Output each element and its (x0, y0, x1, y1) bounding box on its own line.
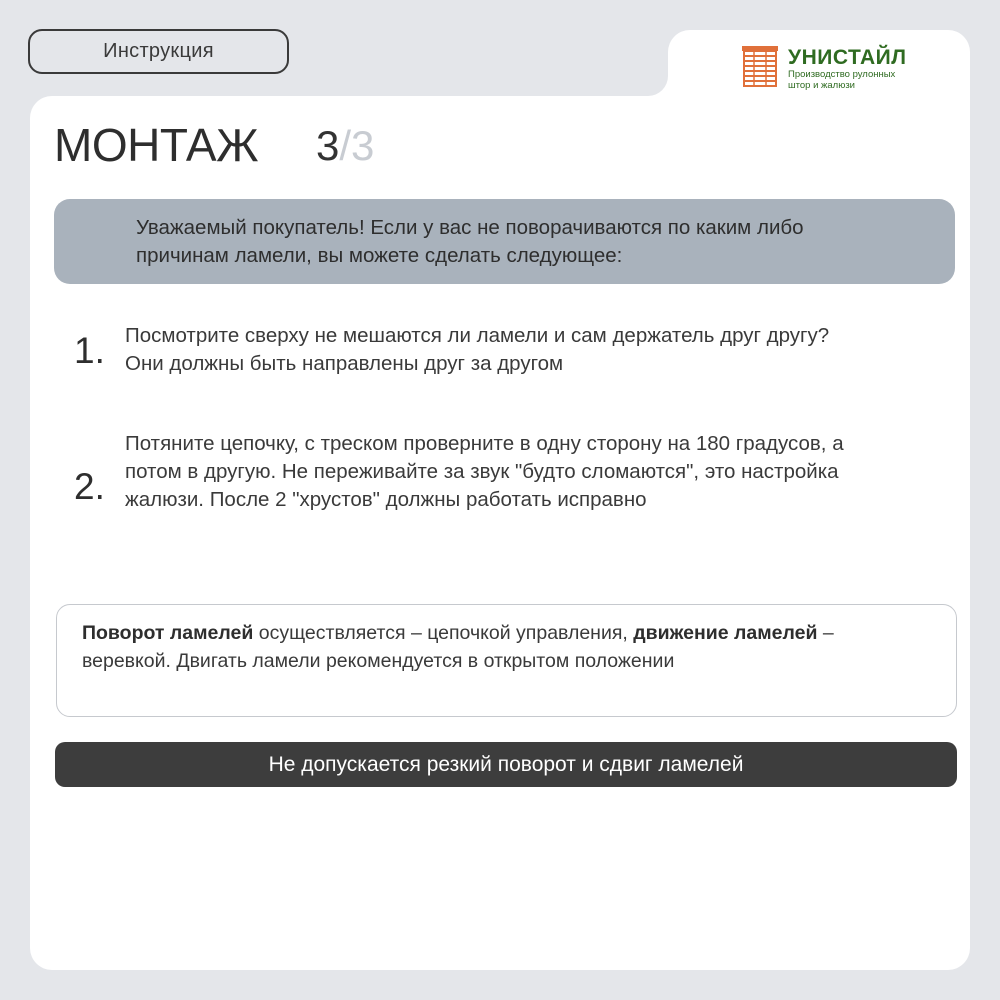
blinds-icon (740, 44, 780, 88)
info-text (82, 619, 912, 675)
info-text-part2: – веревкой. Двигать ламели рекомендуется в открытом положении (82, 622, 834, 672)
step-current: 3 (316, 122, 340, 169)
intro-note (54, 199, 955, 284)
logo-name: УНИСТАЙЛ (788, 46, 907, 69)
brand-logo (740, 44, 960, 90)
item-text: Потяните цепочку, с треском проверните в одну сторону на 180 градусов, а потом в другую. Не переживайте за звук "будто сломаются", это настройка жалюзи. После 2 "хрустов" должны работать исправно (125, 432, 844, 511)
item-text: Посмотрите сверху не мешаются ли ламели и сам держатель друг другу? Они должны быть направлены друг за другом (125, 324, 830, 375)
step-indicator (316, 122, 374, 170)
info-text-part1: осуществляется – цепочкой управления, (253, 622, 634, 644)
step-separator: / (339, 122, 352, 169)
instruction-pill: Инструкция (28, 29, 289, 74)
info-bold-movement: движение ламелей (633, 622, 818, 644)
warning-text: Не допускается резкий поворот и сдвиг ламелей (268, 752, 744, 776)
step-total: 3 (351, 122, 375, 169)
intro-note-text: Уважаемый покупатель! Если у вас не поворачиваются по каким либо причинам ламели, вы можете сделать следующее: (136, 216, 804, 267)
logo-tagline: Производство рулонных штор и жалюзи (788, 69, 896, 91)
warning-bar (55, 742, 957, 787)
corner-mask (628, 56, 668, 96)
item-number: 2. (74, 466, 105, 507)
info-box (56, 604, 957, 717)
page-title: МОНТАЖ (54, 119, 259, 171)
item-number: 1. (74, 330, 105, 371)
info-bold-rotation: Поворот ламелей (82, 622, 254, 644)
